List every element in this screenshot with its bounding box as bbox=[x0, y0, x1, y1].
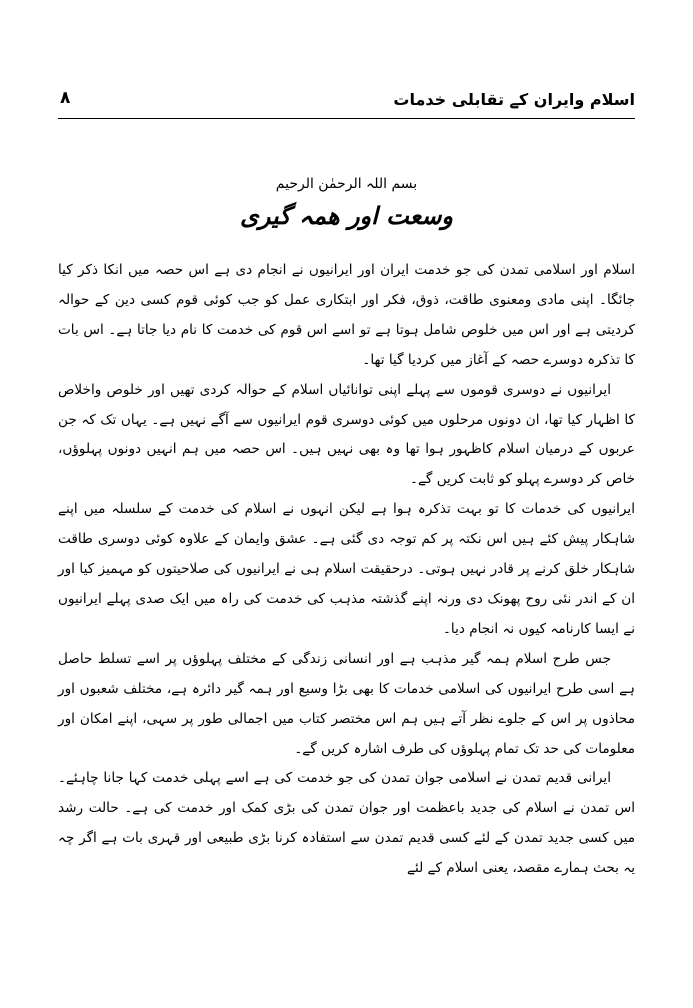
header-divider bbox=[58, 118, 635, 119]
paragraph-1: اسلام اور اسلامی تمدن کی جو خدمت ایران اور ایرانیوں نے انجام دی ہے اس حصہ میں انکا ذکر کیا جائگا۔ اپنی مادی ومعنوی طاقت، ذوق، فکر اور ابتکاری عمل کو جب کوئی قوم کسی دین کے حوالہ کردیتی ہے اور اس میں خلوص شامل ہوتا ہے تو اسے اس قوم کی خدمت کا نام دیا جاتا ہے۔ اس بات کا تذکرہ دوسرے حصہ کے آغاز میں کردیا گیا تھا۔ bbox=[58, 262, 635, 368]
paragraph-4: جس طرح اسلام ہمہ گیر مذہب ہے اور انسانی زندگی کے مختلف پہلوؤں پر اسے تسلط حاصل ہے اسی طرح ایرانیوں کی اسلامی خدمات کا بھی بڑا وسیع اور ہمہ گیر دائرہ ہے، مختلف شعبوں اور محاذوں پر اس کے جلوے نظر آتے ہیں ہم اس مختصر کتاب میں اجمالی طور پر سہی، اپنے امکان اور معلومات کی حد تک تمام پہلوؤں کی طرف اشارہ کریں گے۔ bbox=[58, 650, 635, 757]
running-header bbox=[58, 88, 635, 118]
bismillah: بسم اللہ الرحمٰن الرحیم bbox=[275, 176, 418, 192]
running-header-title: اسلام وایران کے تقابلی خدمات bbox=[393, 90, 635, 109]
page-number: ۸ bbox=[60, 88, 71, 108]
paragraph-5: ایرانی قدیم تمدن نے اسلامی جوان تمدن کی جو خدمت کی ہے اسے پہلی خدمت کہا جانا چاہئے۔ اس تمدن نے اسلام کی جدید باعظمت اور جوان تمدن کی بڑی کمک اور خدمت کی ہے۔ حالت رشد میں کسی جدید تمدن کے لئے کسی قدیم تمدن سے استفادہ کرنا بڑی طبیعی اور قہری بات ہے اگر چہ یہ بحث ہمارے مقصد، یعنی اسلام کے لئے bbox=[58, 770, 635, 877]
paragraph-3: ایرانیوں کی خدمات کا تو بہت تذکرہ ہوا ہے لیکن انہوں نے اسلام کی خدمت کے سلسلہ میں اپنے شاہکار پیش کئے ہیں اس نکتہ پر کم توجہ دی گئی ہے۔ عشق وایمان کے علاوہ کوئی دوسری طاقت شاہکار خلق کرنے پر قادر نہیں ہوتی۔ درحقیقت اسلام ہی نے ایرانیوں کی صلاحیتوں کو مہمیز کیا اور ان کے اندر نئی روح پھونک دی ورنہ اپنے گذشتہ مذہب کی خدمت کی راہ میں ایک صدی پہلے ایرانیوں نے ایسا کارنامہ کیوں نہ انجام دیا۔ bbox=[58, 501, 635, 637]
chapter-title: وسعت اور ھمہ گیری bbox=[239, 202, 454, 230]
body-text bbox=[58, 256, 635, 884]
paragraph-2: ایرانیوں نے دوسری قوموں سے پہلے اپنی توانائیاں اسلام کے حوالہ کردی تھیں اور خلوص واخلاص کا اظہار کیا تھا، ان دونوں مرحلوں میں کوئی دوسری قوم ایرانیوں سے آگے نہیں ہے۔ یہاں تک کہ جن عربوں کے درمیان اسلام کاظہور ہوا تھا وہ بھی نہیں ہیں۔ اس حصہ میں ہم انہیں دونوں پہلوؤں، خاص کر دوسرے پہلو کو ثابت کریں گے۔ bbox=[58, 381, 635, 488]
